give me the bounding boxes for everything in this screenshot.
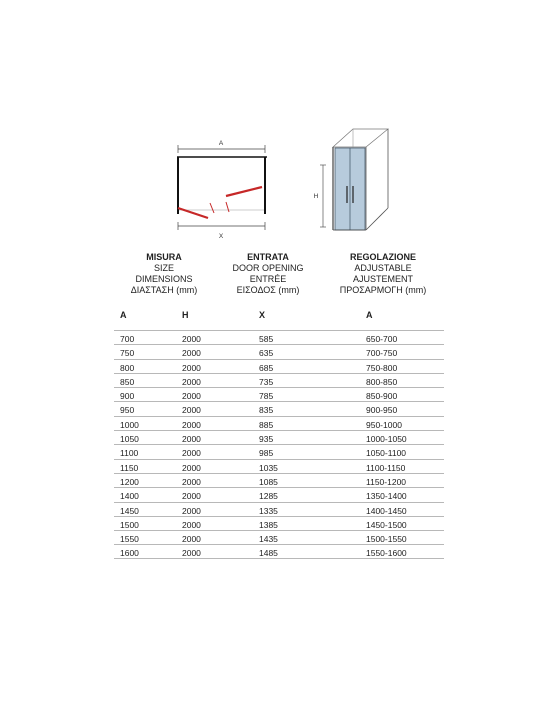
cell-opening: 1085 — [259, 476, 278, 487]
table-row — [114, 344, 444, 358]
header-door-opening-line: ENTRÉE — [249, 274, 287, 284]
cell-height: 2000 — [182, 376, 201, 387]
table-row — [114, 473, 444, 487]
cell-width: 800 — [120, 362, 135, 373]
cell-opening: 885 — [259, 419, 274, 430]
header-door-opening-line: ΕΙΣΟΔΟΣ (mm) — [236, 285, 300, 295]
cell-height: 2000 — [182, 391, 201, 402]
cell-width: 1150 — [120, 462, 139, 473]
cell-opening: 785 — [259, 391, 274, 402]
cell-adjustment: 1500-1550 — [366, 534, 407, 545]
cell-opening: 1285 — [259, 491, 278, 502]
cell-height: 2000 — [182, 462, 201, 473]
cell-adjustment: 950-1000 — [366, 419, 402, 430]
label-a: A — [218, 140, 224, 147]
cell-adjustment: 1050-1100 — [366, 448, 407, 459]
cell-height: 2000 — [182, 419, 201, 430]
table-row — [114, 444, 444, 458]
cell-adjustment: 1100-1150 — [366, 462, 406, 473]
header-adjustable-line: AJUSTEMENT — [352, 274, 413, 284]
cell-width: 1600 — [120, 548, 139, 559]
cell-adjustment: 900-950 — [366, 405, 398, 416]
label-x: X — [218, 233, 224, 240]
cell-opening: 1485 — [259, 548, 278, 559]
cell-opening: 835 — [259, 405, 274, 416]
table-row — [114, 430, 444, 444]
table-row — [114, 544, 444, 558]
table-row — [114, 330, 444, 344]
cell-width: 700 — [120, 334, 135, 344]
cell-width: 1500 — [120, 519, 139, 530]
cell-width: 1000 — [120, 419, 139, 430]
cell-adjustment: 1550-1600 — [366, 548, 407, 559]
cell-height: 2000 — [182, 334, 201, 344]
cell-height: 2000 — [182, 548, 201, 559]
table-row — [114, 416, 444, 430]
cell-height: 2000 — [182, 534, 201, 545]
cell-adjustment: 1000-1050 — [366, 434, 407, 445]
cell-width: 1050 — [120, 434, 139, 445]
cell-adjustment: 650-700 — [366, 334, 398, 344]
cell-width: 1100 — [120, 448, 139, 459]
subheader-h: H — [182, 310, 189, 320]
cell-opening: 1435 — [259, 534, 278, 545]
cell-width: 950 — [120, 405, 135, 416]
header-adjustable — [322, 252, 444, 296]
cell-height: 2000 — [182, 505, 201, 516]
subheader-range: A — [366, 310, 373, 320]
table-subheader — [114, 306, 444, 330]
table-row — [114, 401, 444, 415]
cell-height: 2000 — [182, 519, 201, 530]
header-door-opening — [218, 252, 318, 296]
cell-width: 1400 — [120, 491, 139, 502]
cell-adjustment: 1150-1200 — [366, 476, 407, 487]
cell-height: 2000 — [182, 434, 201, 445]
perspective-view-diagram — [314, 129, 388, 230]
cell-opening: 1385 — [259, 519, 278, 530]
cell-width: 850 — [120, 376, 135, 387]
cell-width: 1200 — [120, 476, 139, 487]
cell-opening: 635 — [259, 348, 274, 359]
cell-opening: 1335 — [259, 505, 278, 516]
header-adjustable-title: REGOLAZIONE — [349, 252, 416, 262]
table-header — [114, 252, 444, 306]
header-size-line: DIMENSIONS — [135, 274, 193, 284]
table-row — [114, 387, 444, 401]
cell-height: 2000 — [182, 362, 201, 373]
table-row — [114, 373, 444, 387]
cell-opening: 685 — [259, 362, 274, 373]
cell-width: 1550 — [120, 534, 139, 545]
cell-height: 2000 — [182, 491, 201, 502]
table-body — [114, 330, 444, 559]
cell-height: 2000 — [182, 348, 201, 359]
table-row — [114, 530, 444, 544]
header-adjustable-line: ADJUSTABLE — [354, 263, 412, 273]
header-size — [114, 252, 214, 296]
shower-door-diagrams — [0, 0, 540, 250]
label-h: H — [313, 193, 319, 200]
cell-width: 900 — [120, 391, 135, 402]
cell-adjustment: 800-850 — [366, 376, 398, 387]
cell-opening: 585 — [259, 334, 274, 344]
diagrams — [0, 0, 540, 250]
header-adjustable-line: ΠΡΟΣΑΡΜΟΓΗ (mm) — [339, 285, 427, 295]
cell-height: 2000 — [182, 448, 201, 459]
table-row — [114, 487, 444, 501]
cell-adjustment: 750-800 — [366, 362, 398, 373]
cell-opening: 735 — [259, 376, 274, 387]
header-door-opening-line: DOOR OPENING — [232, 263, 304, 273]
cell-width: 750 — [120, 348, 135, 359]
cell-adjustment: 850-900 — [366, 391, 398, 402]
header-size-title: MISURA — [146, 252, 182, 262]
header-size-line: ΔΙΑΣΤΑΣΗ (mm) — [130, 285, 198, 295]
size-table — [114, 252, 444, 559]
cell-width: 1450 — [120, 505, 139, 516]
cell-opening: 1035 — [259, 462, 278, 473]
header-door-opening-title: ENTRATA — [247, 252, 289, 262]
cell-adjustment: 700-750 — [366, 348, 398, 359]
cell-opening: 935 — [259, 434, 274, 445]
cell-adjustment: 1400-1450 — [366, 505, 407, 516]
subheader-a: A — [120, 310, 127, 320]
table-row — [114, 516, 444, 530]
table-row — [114, 459, 444, 473]
top-view-diagram — [177, 140, 267, 240]
cell-opening: 985 — [259, 448, 274, 459]
table-row — [114, 502, 444, 516]
cell-adjustment: 1450-1500 — [366, 519, 407, 530]
cell-height: 2000 — [182, 405, 201, 416]
cell-height: 2000 — [182, 476, 201, 487]
header-size-line: SIZE — [153, 263, 174, 273]
subheader-x: X — [259, 310, 266, 320]
table-row — [114, 359, 444, 373]
cell-adjustment: 1350-1400 — [366, 491, 407, 502]
